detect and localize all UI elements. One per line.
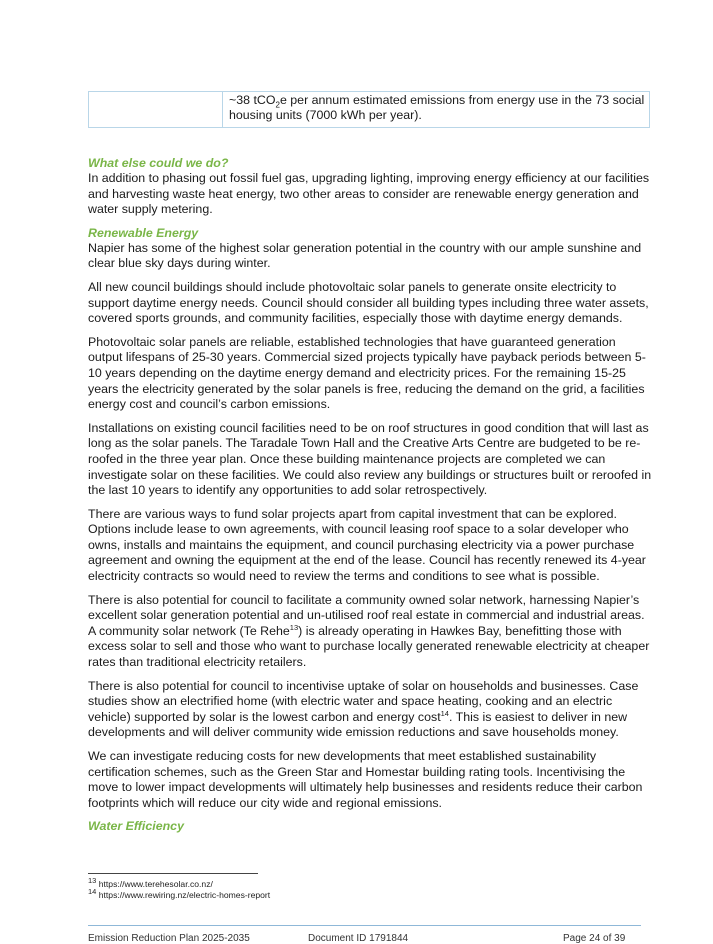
heading-renewable-energy: Renewable Energy [88, 225, 199, 240]
estimate-subscript: 2 [275, 100, 280, 110]
footnote-ref-13[interactable]: 13 [289, 622, 299, 632]
para-renewable-2: All new council buildings should include photovoltaic solar panels to generate onsite electricity to support daytime energy needs. Council should consider all building types including three water assets, covered sports grounds, and community facilities, especially those with daytime energy demands. [88, 279, 649, 326]
footer-doc-id: Document ID 1791844 [308, 933, 409, 944]
para-renewable-6: There is also potential for council to facilitate a community owned solar network, harnessing Napier’s excellent solar generation potential and un-utilised roof real estate in commercial and industrial areas. A community solar network (Te Rehe$^{13}$) is already operating in Hawkes Bay, benefitting those with excess solar to sell and those who want to purchase locally generated renewable electricity at cheaper rates than traditional electricity retailers. [88, 592, 650, 670]
footnote-link-14[interactable]: https://www.rewiring.nz/electric-homes-report [96, 890, 271, 900]
footnote-13: $^{13}$ https://www.terehesolar.co.nz/ [88, 876, 213, 889]
heading-water-efficiency: Water Efficiency [88, 819, 184, 834]
para-renewable-4: Installations on existing council facilities need to be on roof structures in good condition that will last as long as the solar panels. The Taradale Town Hall and the Creative Arts Centre are budgeted to be re-roofed in the three year plan. Once these building maintenance projects are completed we can investigate solar on these facilities. We could also review any buildings or structures built or reroofed in the last 10 years to identify any opportunities to add solar retrospectively. [88, 420, 652, 498]
footnote-ref-14[interactable]: 14 [440, 708, 449, 718]
para-renewable-8: We can investigate reducing costs for new developments that meet established sustainability certification schemes, such as the Green Star and Homestar building rating tools. Incentivising the move to lower impact developments will ultimately help businesses and residents reduce their carbon footprints which will reduce our city wide and regional emissions. [88, 749, 643, 810]
estimate-text-pre: ~38 tCO [229, 93, 276, 107]
main-content [88, 156, 653, 834]
para-renewable-5: There are various ways to fund solar projects apart from capital investment that can be explored. Options include lease to own agreements, with council leasing roof space to a solar developer who owns, installs and maintains the equipment, and council purchasing electricity via a power purchase agreement and owning the equipment at the end of the lease. Council has recently renewed its 4-year electricity contracts so would need to review the terms and conditions to see what is possible. [88, 506, 646, 584]
footnote-divider [88, 873, 258, 874]
para-renewable-1: Napier has some of the highest solar generation potential in the country with our ample sunshine and clear blue sky days during winter. [88, 240, 642, 271]
emissions-table-row [88, 91, 650, 128]
estimate-text-post: e per annum estimated emissions from energy use in the 73 social housing units (7000 kWh per year). [229, 93, 645, 122]
footnote-14: $^{14}$ https://www.rewiring.nz/electric-homes-report [88, 887, 271, 900]
table-cell-estimate [223, 92, 649, 127]
footnote-link-13[interactable]: https://www.terehesolar.co.nz/ [96, 879, 213, 889]
para-renewable-7: There is also potential for council to incentivise uptake of solar on households and businesses. Case studies show an electrified home (with electric water and space heating, cooking and an electric vehicle) supported by solar is the lowest carbon and energy cost$^{14}$. This is easiest to deliver in new developments and will deliver community wide emission reductions and save households money. [88, 678, 639, 740]
para-renewable-3: Photovoltaic solar panels are reliable, established technologies that have guaranteed generation output lifespans of 25-30 years. Commercial sized projects typically have payback periods between 5-10 years depending on the daytime energy demand and electricity prices. For the remaining 15-25 years the electricity generated by the solar panels is free, reducing the demand on the grid, a facilities energy cost and council’s carbon emissions. [88, 334, 646, 412]
heading-what-else: What else could we do? [88, 156, 229, 170]
table-cell-empty [89, 92, 223, 127]
footer-doc-title: Emission Reduction Plan 2025-2035 [88, 933, 250, 944]
footer-page-number: Page 24 of 39 [563, 933, 626, 944]
footer-divider [88, 925, 641, 926]
para-what-else: In addition to phasing out fossil fuel gas, upgrading lighting, improving energy efficiency at our facilities and harvesting waste heat energy, two other areas to consider are renewable energy generation and water supply metering. [88, 171, 650, 217]
